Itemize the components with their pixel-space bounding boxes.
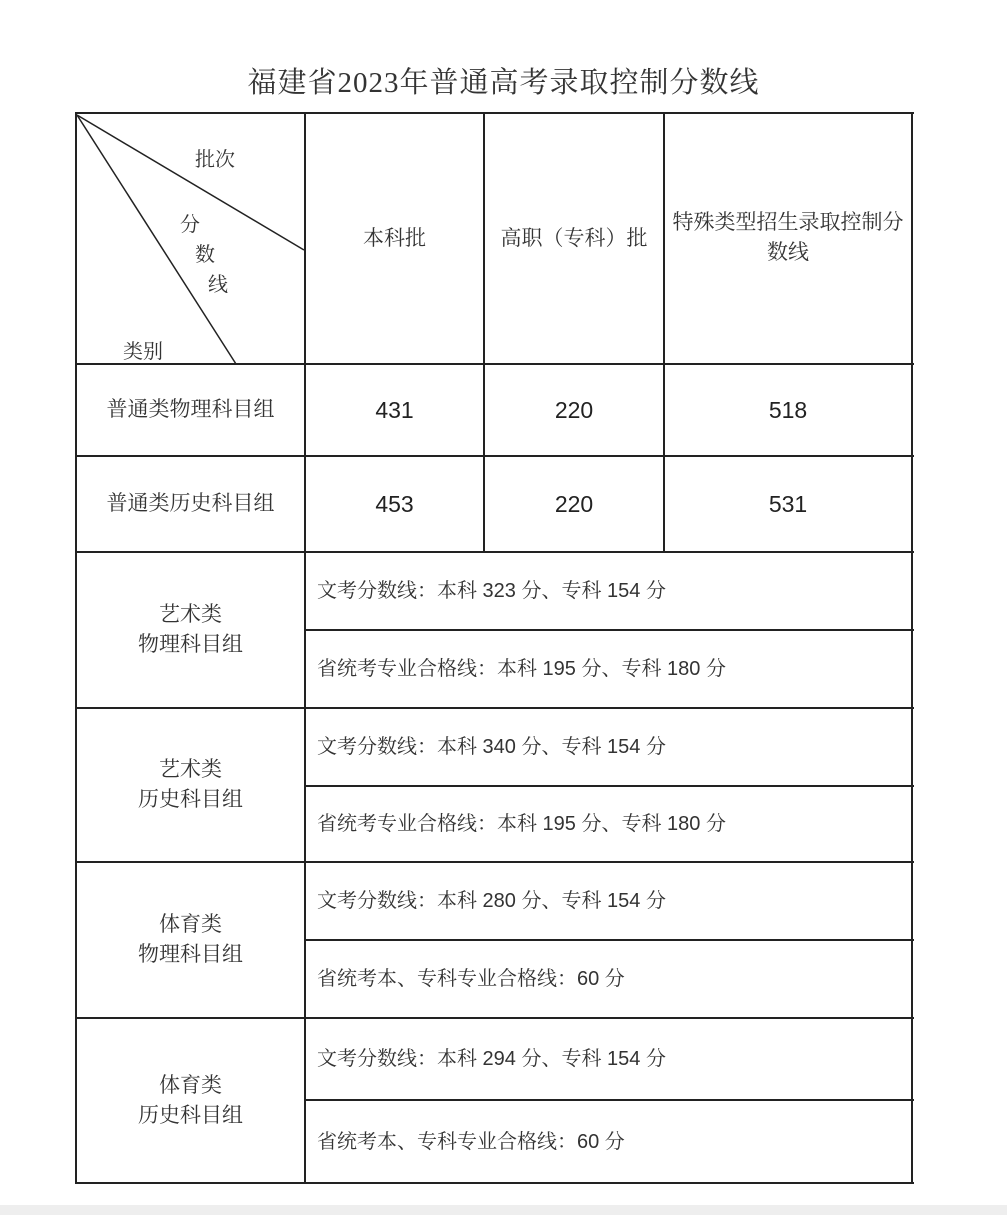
category-line: 物理科目组 [138,943,243,966]
score-cell: 453 [375,491,414,517]
corner-score-label-1: 分 [180,214,200,236]
score-cell: 431 [375,397,414,423]
table-divider [76,455,914,457]
category-line: 物理科目组 [138,633,243,656]
corner-diagonal-lines [0,0,320,370]
score-line-text: 文考分数线：本科 323 分、专科 154 分 [317,580,666,602]
corner-score-label-2: 数 [195,244,215,266]
corner-category-label: 类别 [123,341,163,363]
category-line: 艺术类 [159,603,222,626]
row-category [76,708,305,862]
table-divider [76,363,914,365]
table-divider [305,939,914,941]
page-title: 福建省2023年普通高考录取控制分数线 [247,67,760,99]
table-border [76,1182,914,1184]
category-line: 历史科目组 [138,788,243,811]
row-category: 普通类物理科目组 [106,398,275,421]
score-line-text: 文考分数线：本科 340 分、专科 154 分 [317,736,666,758]
table-divider [663,112,665,553]
score-line-text: 文考分数线：本科 294 分、专科 154 分 [317,1048,666,1070]
score-cell: 531 [768,491,808,517]
row-category [76,552,305,708]
table-divider [305,785,914,787]
score-line-text: 省统考专业合格线：本科 195 分、专科 180 分 [317,813,726,835]
score-cell: 518 [768,397,808,423]
row-category [76,1018,305,1183]
table-divider [76,861,914,863]
header-vocational: 高职（专科）批 [500,226,648,250]
table-divider [76,1017,914,1019]
row-category: 普通类历史科目组 [106,492,275,515]
score-line-text: 省统考本、专科专业合格线：60 分 [317,1130,625,1153]
row-category [76,862,305,1018]
table-divider [304,112,306,1184]
table-divider [305,629,914,631]
corner-batch-label: 批次 [195,149,235,171]
table-divider [305,1099,914,1101]
score-cell: 220 [554,491,594,517]
bottom-edge [0,1205,1007,1215]
header-undergraduate: 本科批 [363,226,426,250]
table-divider [483,112,485,553]
header-special: 特殊类型招生录取控制分数线 [672,210,904,264]
table-divider [76,707,914,709]
score-line-text: 文考分数线：本科 280 分、专科 154 分 [317,890,666,912]
table-border [75,112,77,1184]
category-line: 体育类 [159,913,222,936]
corner-score-label-3: 线 [208,274,228,296]
score-cell: 220 [554,397,594,423]
score-line-text: 省统考专业合格线：本科 195 分、专科 180 分 [317,658,726,680]
table-border [911,112,913,1184]
score-line-text: 省统考本、专科专业合格线：60 分 [317,968,625,990]
table-divider [76,551,914,553]
category-line: 体育类 [159,1073,222,1097]
category-line: 艺术类 [159,758,222,781]
table-border [76,112,914,114]
category-line: 历史科目组 [138,1103,243,1127]
